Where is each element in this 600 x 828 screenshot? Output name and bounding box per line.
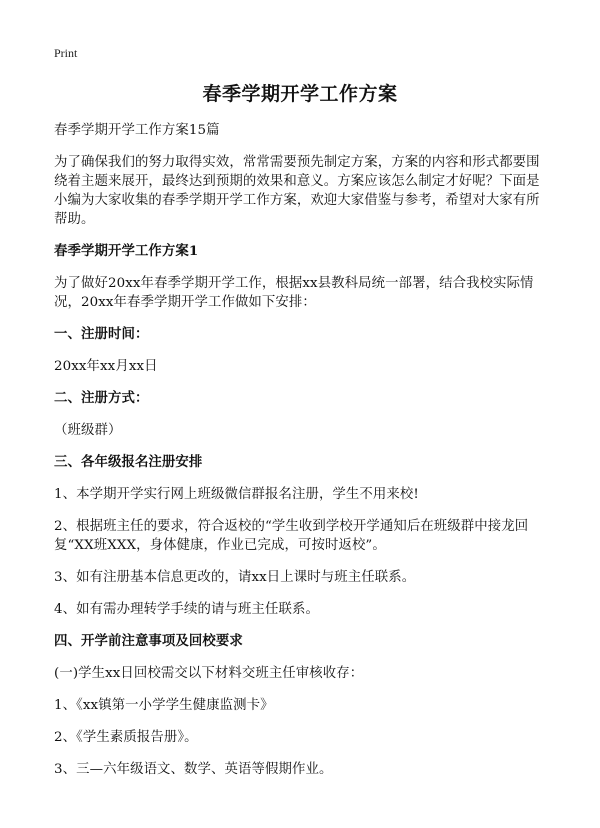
heading-return-requirements: 四、开学前注意事项及回校要求: [54, 633, 243, 649]
heading-grade-arrangements: 三、各年级报名注册安排: [54, 454, 203, 470]
section-intro-paragraph: 为了做好20xx年春季学期开学工作，根据xx县教科局统一部署，结合我校实际情况，20xx年春季学期开学工作做如下安排：: [54, 276, 534, 310]
arrangement-item-1: 1、本学期开学实行网上班级微信群报名注册，学生不用来校!: [54, 487, 419, 502]
document-subtitle: 春季学期开学工作方案15篇: [54, 123, 220, 138]
document-title: 春季学期开学工作方案: [202, 83, 398, 105]
heading-registration-method: 二、注册方式：: [54, 390, 149, 406]
requirements-subheading: (一)学生xx日回校需交以下材料交班主任审核收存：: [54, 666, 364, 681]
print-link[interactable]: Print: [54, 46, 78, 60]
arrangement-item-4: 4、如有需办理转学手续的请与班主任联系。: [54, 602, 319, 617]
requirement-item-1: 1、《xx镇第一小学学生健康监测卡》: [54, 698, 274, 713]
requirement-item-2: 2、《学生素质报告册》。: [54, 730, 198, 745]
heading-registration-time: 一、注册时间：: [54, 326, 149, 342]
intro-paragraph: 为了确保我们的努力取得实效，常常需要预先制定方案，方案的内容和形式都要围绕着主题来展开，最终达到预期的效果和意义。方案应该怎么制定才好呢？下面是小编为大家收集的春季学期开学工作方案，欢迎大家借鉴与参考，希望对大家有所帮助。: [54, 155, 540, 227]
arrangement-item-2: 2、根据班主任的要求，符合返校的“学生收到学校开学通知后在班级群中接龙回复“XX班XXX，身体健康，作业已完成，可按时返校”。: [54, 519, 529, 553]
arrangement-item-3: 3、如有注册基本信息更改的，请xx日上课时与班主任联系。: [54, 570, 416, 585]
requirement-item-3: 3、三—六年级语文、数学、英语等假期作业。: [54, 762, 333, 777]
registration-method: （班级群）: [54, 423, 122, 438]
registration-date: 20xx年xx月xx日: [54, 359, 158, 374]
document-body: [54, 121, 548, 792]
section-heading: 春季学期开学工作方案1: [54, 243, 199, 259]
